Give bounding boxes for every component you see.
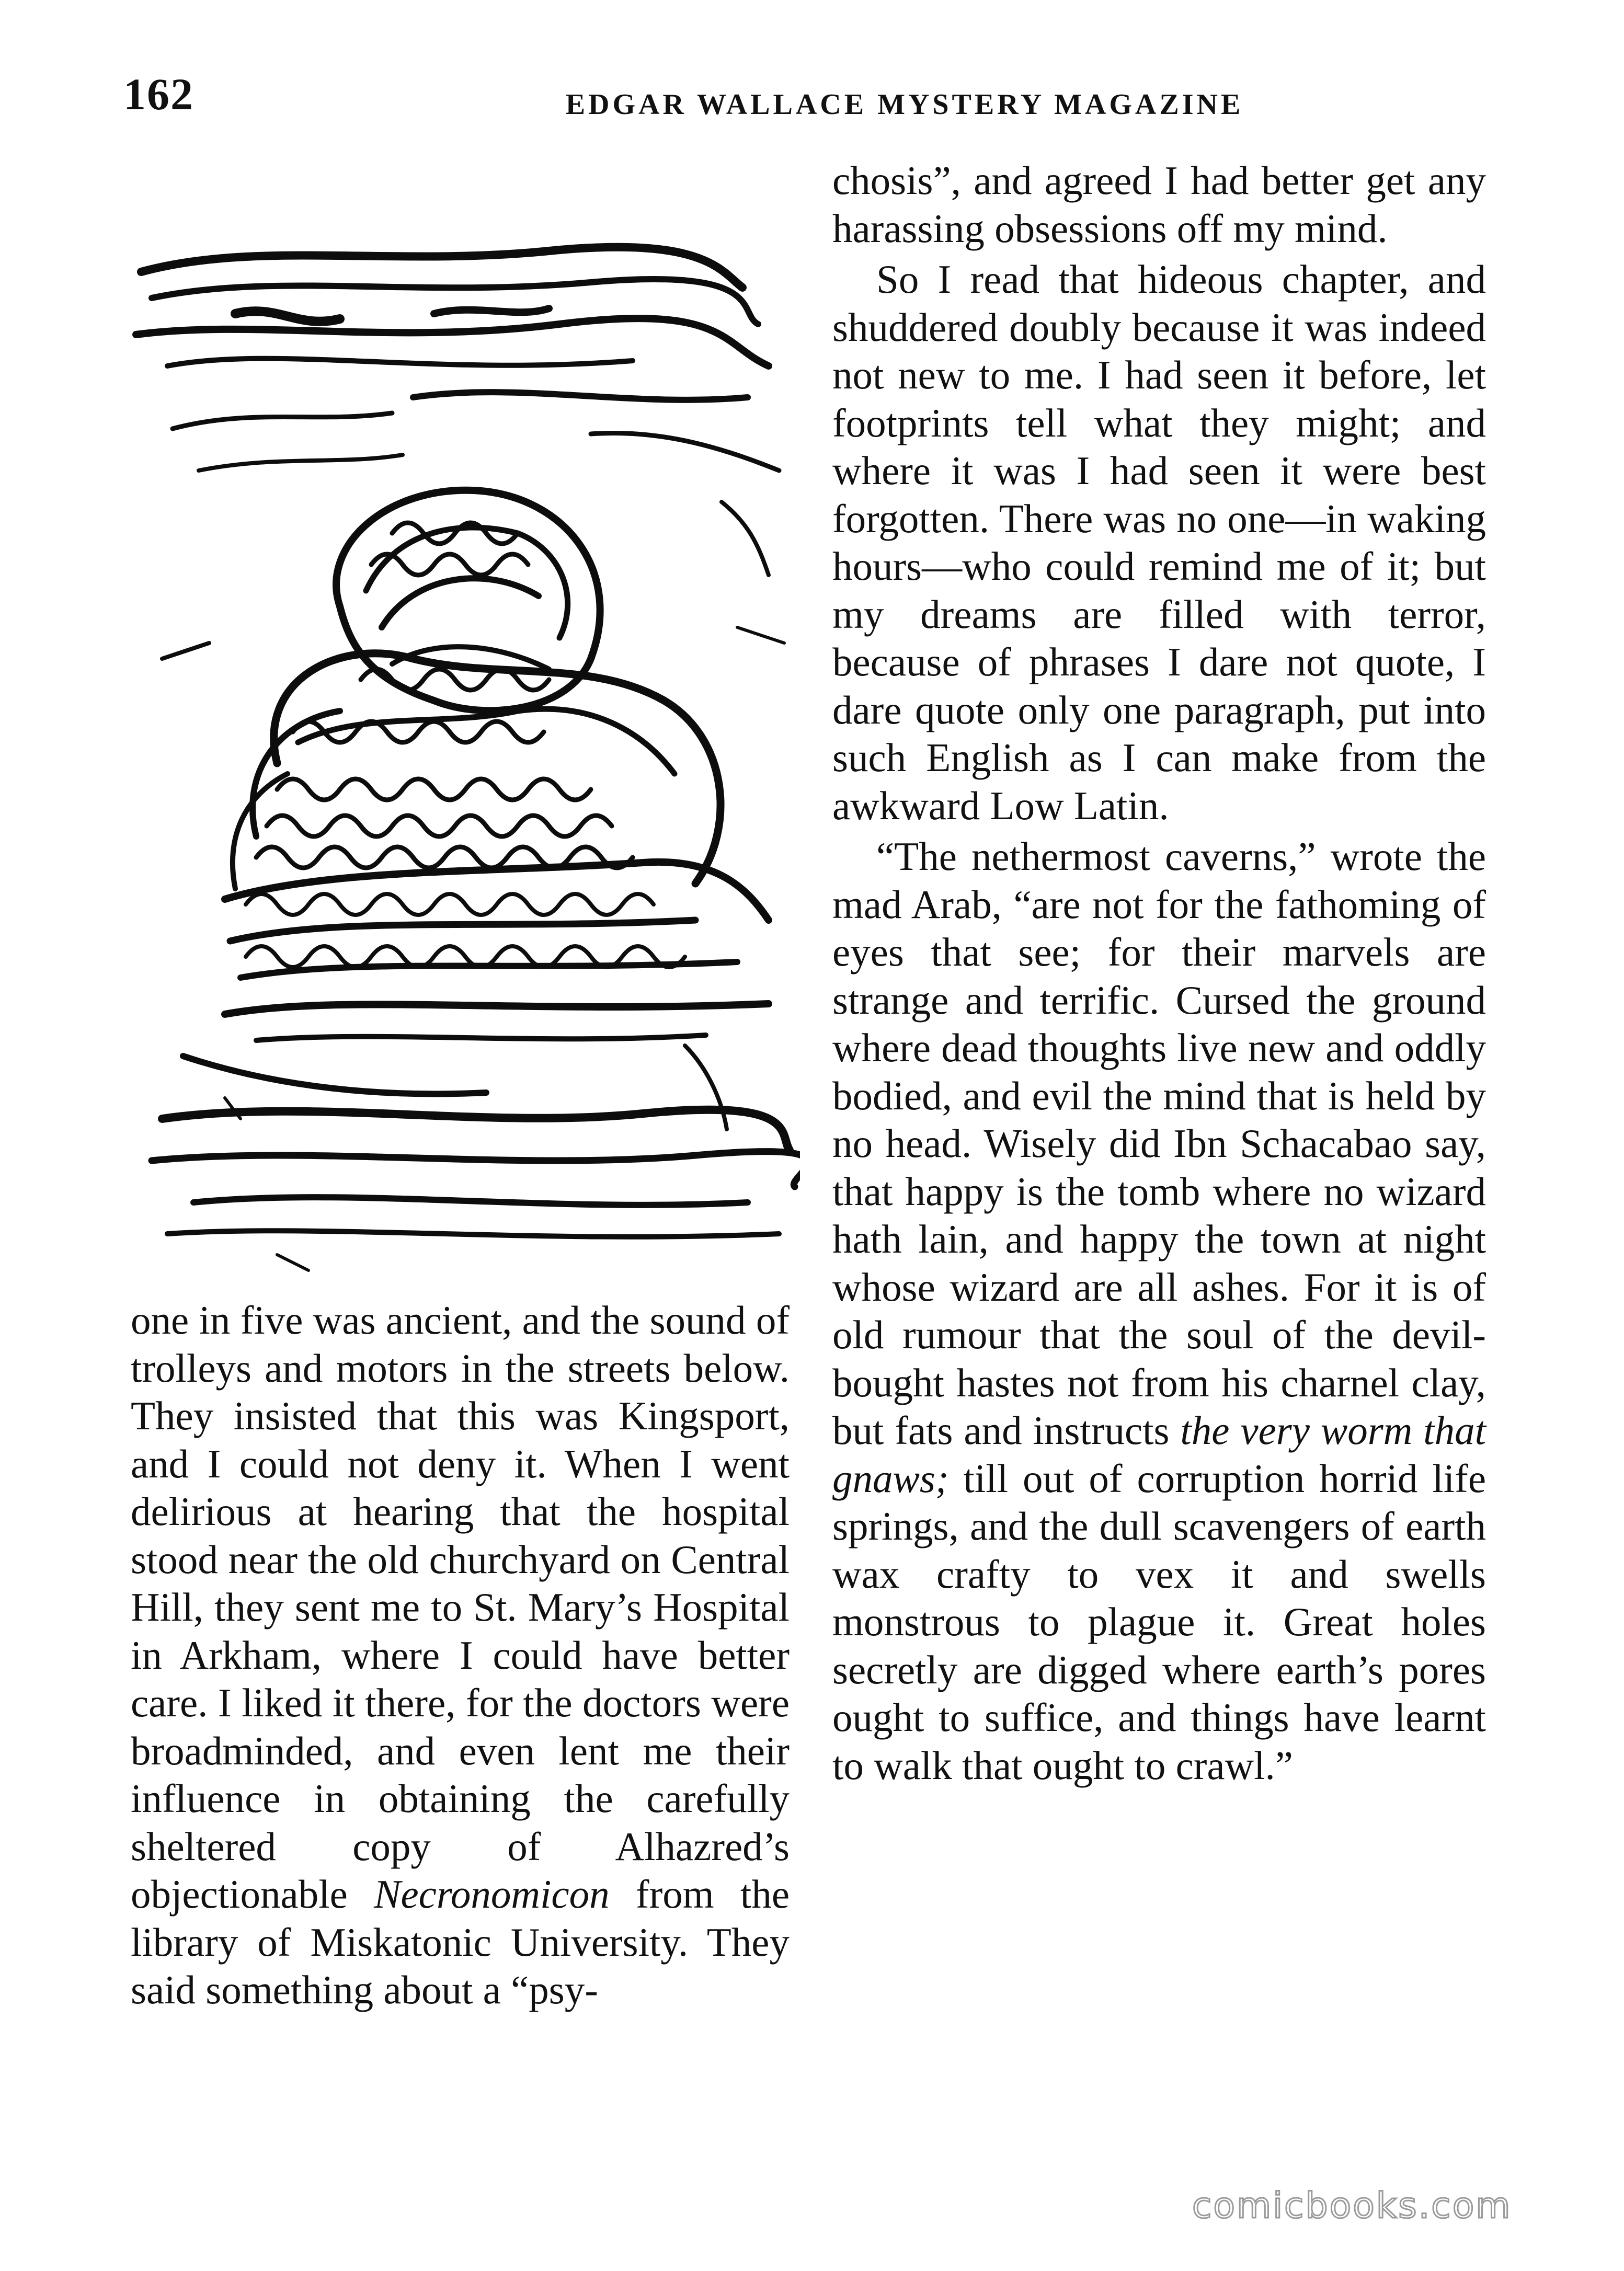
body-paragraph: So I read that hideous chapter, and shuddered doubly because it was indeed not new to me. I had seen it before, let footprints tell what they might; and where it was I had seen it were best forgotten. There was no one—in waking hours—who could remind me of it; but my dreams are filled with terror, because of phrases I dare not quote, I dare quote only one paragraph, put into such English as I can make from the awkward Low Latin. xyxy=(832,257,1486,828)
text-run: till out of corruption horrid life springs, and the dull scavengers of earth wax crafty to vex it and swells monstrous to plague it. Great holes secretly are digged where earth’s pores ought to suffice, and things have learnt to walk that ought to crawl.” xyxy=(832,1455,1486,1788)
body-paragraph: chosis”, and agreed I had better get any harassing obsessions off my mind. xyxy=(832,158,1486,251)
left-column xyxy=(131,1297,790,2014)
running-title: EDGAR WALLACE MYSTERY MAGAZINE xyxy=(565,88,1244,121)
text-run: from the library of Miskatonic University. They said something about a “psy- xyxy=(131,1872,790,2012)
text-run: “The nethermost caverns,” wrote the mad Arab, “are not for the fathoming of eyes that see; for their marvels are strange and terrific. Cursed the ground where dead thoughts live new and oddly bodied, and evil the mind that is held by no head. Wisely did Ibn Schacabao say, that happy is the tomb where no wizard hath lain, and happy the town at night whose wizard are all ashes. For it is of old rumour that the soul of the devil-bought hastes not from his charnel clay, but fats and instructs xyxy=(832,834,1486,1453)
italic-phrase: the very worm that gnaws; xyxy=(832,1408,1486,1501)
site-watermark: comicbooks.com xyxy=(1192,2185,1512,2227)
text-run: one in five was ancient, and the sound of trolleys and motors in the streets below. They insisted that this was Kingsport, and I could not deny it. When I went delirious at hearing that the hospital stood near the old churchyard on Central Hill, they sent me to St. Mary’s Hospital in Arkham, where I could have better care. I liked it there, for the doctors were broadminded, and even lent me their influence in obtaining the carefully sheltered copy of Alhazred’s objectionable xyxy=(131,1298,790,1917)
quoted-paragraph xyxy=(832,833,1486,1790)
right-column xyxy=(832,157,1486,1790)
book-title-italic: Necronomicon xyxy=(374,1872,610,1917)
page-number: 162 xyxy=(123,69,194,119)
ink-sketch-hunched-figure-icon xyxy=(120,209,800,1276)
body-paragraph xyxy=(131,1297,790,2014)
